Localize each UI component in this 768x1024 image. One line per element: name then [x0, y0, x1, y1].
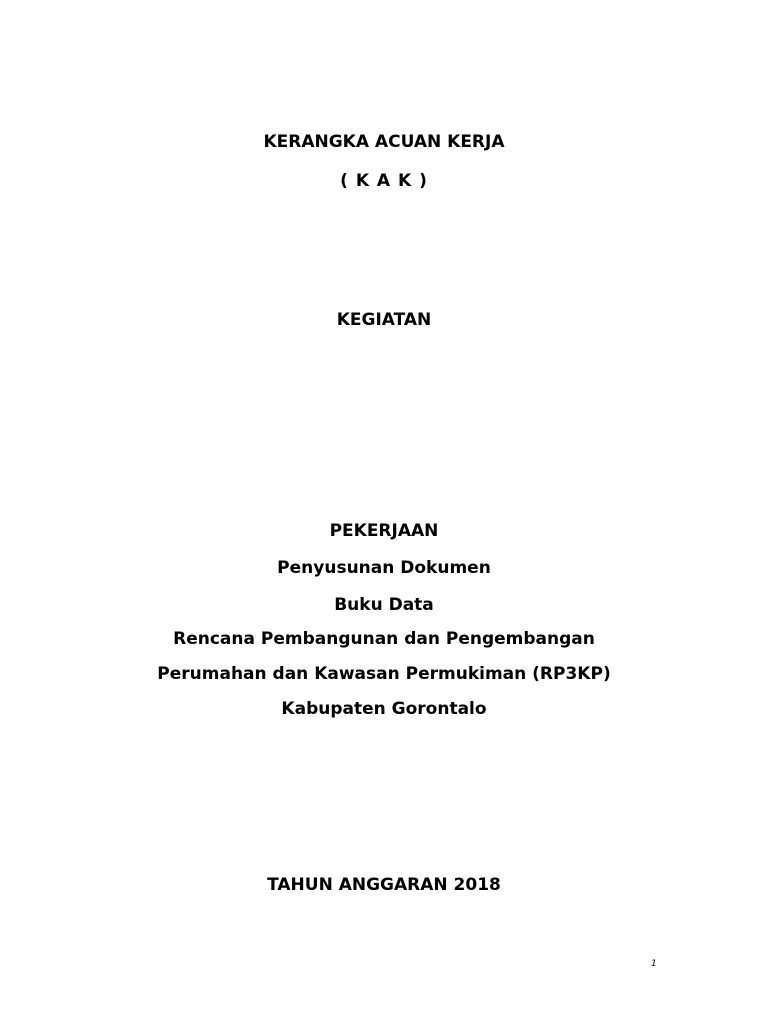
document-abbreviation: ( K A K )	[340, 171, 428, 191]
document-title: KERANGKA ACUAN KERJA	[263, 132, 505, 152]
kegiatan-label: KEGIATAN	[336, 310, 432, 330]
pekerjaan-line-3: Rencana Pembangunan dan Pengembangan	[173, 629, 595, 649]
pekerjaan-line-4: Perumahan dan Kawasan Permukiman (RP3KP)	[157, 664, 611, 684]
pekerjaan-line-5: Kabupaten Gorontalo	[281, 699, 487, 719]
pekerjaan-line-2: Buku Data	[334, 595, 434, 615]
page-number: 1	[651, 959, 657, 969]
pekerjaan-line-1: Penyusunan Dokumen	[277, 558, 491, 578]
tahun-anggaran: TAHUN ANGGARAN 2018	[267, 875, 501, 895]
pekerjaan-label: PEKERJAAN	[329, 521, 439, 541]
